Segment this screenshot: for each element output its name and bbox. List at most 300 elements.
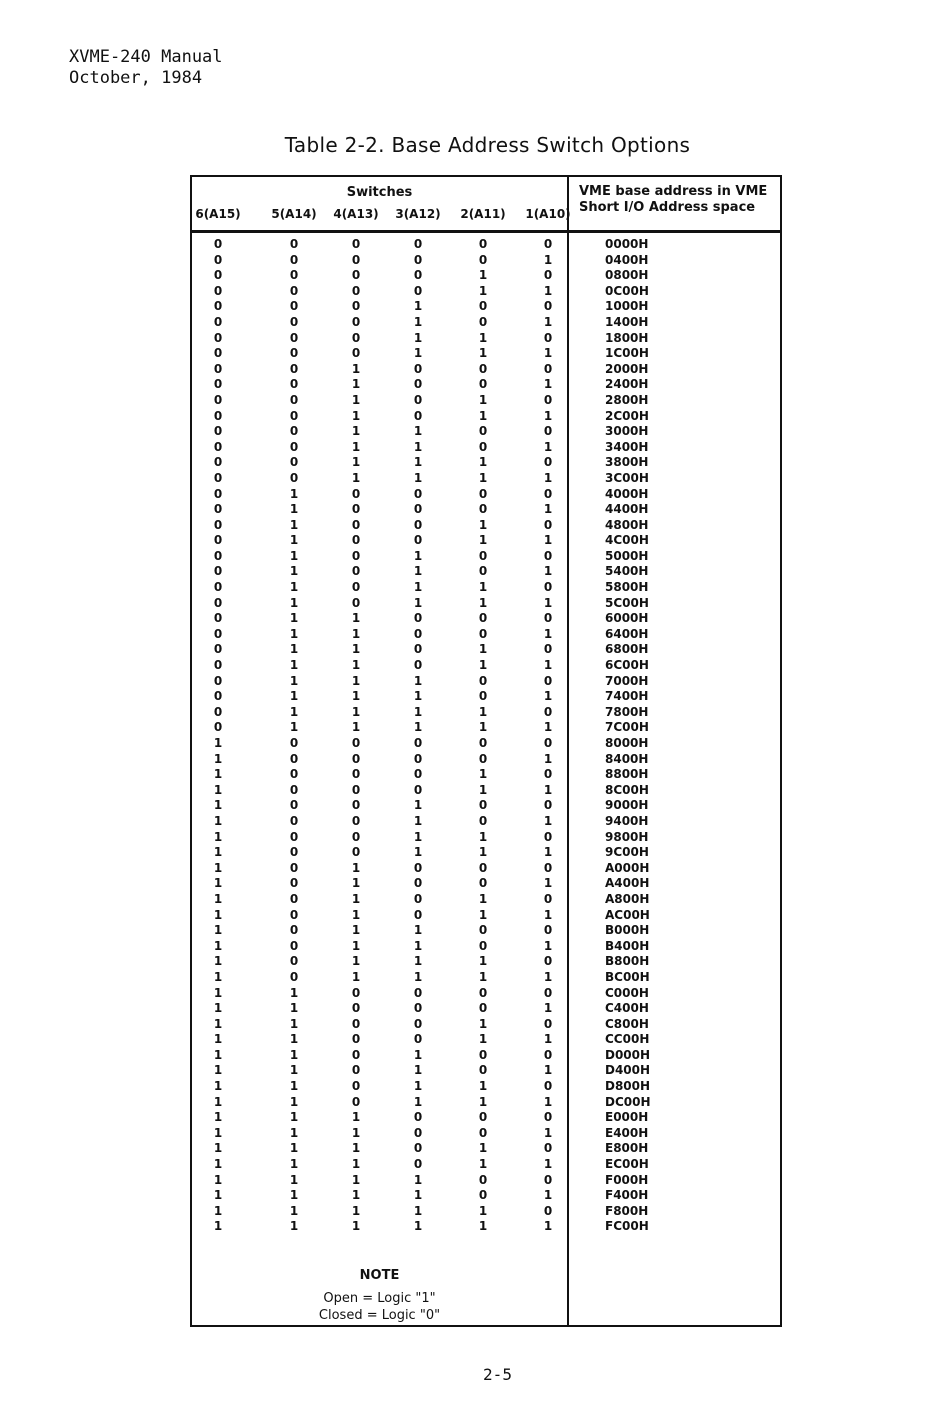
- switch-cell: 0: [478, 1047, 488, 1062]
- address-cell: D400H: [605, 1063, 651, 1078]
- switch-cell: 1: [289, 673, 299, 688]
- switch-cell: 1: [413, 299, 423, 314]
- switch-cell: 1: [413, 424, 423, 439]
- switch-cell: 0: [478, 798, 488, 813]
- switch-cell: 0: [351, 595, 361, 610]
- address-cell: 5C00H: [605, 595, 649, 610]
- switch-cell: 1: [478, 829, 488, 844]
- table-row: [192, 908, 780, 924]
- switch-cell: 0: [213, 268, 223, 283]
- switch-cell: 0: [213, 548, 223, 563]
- switch-cell: 0: [413, 533, 423, 548]
- switch-cell: 1: [351, 891, 361, 906]
- switch-cell: 1: [213, 860, 223, 875]
- switch-cell: 0: [213, 626, 223, 641]
- switch-cell: 1: [543, 813, 553, 828]
- switch-cell: 1: [413, 969, 423, 984]
- switch-cell: 0: [413, 392, 423, 407]
- switch-cell: 1: [478, 720, 488, 735]
- switch-cell: 0: [413, 782, 423, 797]
- switch-column-headers: [192, 207, 571, 223]
- switch-cell: 0: [289, 736, 299, 750]
- table-row: [192, 845, 780, 861]
- switch-cell: 0: [289, 954, 299, 969]
- table-row: [192, 502, 780, 518]
- table-row: [192, 798, 780, 814]
- switch-cell: 0: [351, 751, 361, 766]
- switch-cell: 0: [413, 283, 423, 298]
- switch-cell: 1: [413, 798, 423, 813]
- switch-cell: 0: [413, 1016, 423, 1031]
- switch-cell: 1: [543, 470, 553, 485]
- address-cell: 4C00H: [605, 533, 649, 548]
- switch-cell: 0: [289, 346, 299, 361]
- switch-cell: 1: [543, 439, 553, 454]
- address-cell: 1800H: [605, 330, 649, 345]
- switch-cell: 1: [413, 1047, 423, 1062]
- switch-cell: 1: [213, 1094, 223, 1109]
- address-cell: 4000H: [605, 486, 649, 501]
- switch-cell: 1: [289, 611, 299, 626]
- switch-cell: 1: [543, 314, 553, 329]
- switch-cell: 1: [351, 1141, 361, 1156]
- switch-cell: 0: [413, 658, 423, 673]
- table-row: [192, 1095, 780, 1111]
- switch-cell: 0: [413, 611, 423, 626]
- switch-cell: 0: [351, 736, 361, 750]
- switch-cell: 1: [351, 907, 361, 922]
- note-open-line: Open = Logic "1": [323, 1291, 436, 1306]
- switch-cell: 1: [543, 845, 553, 860]
- switch-cell: 1: [543, 907, 553, 922]
- switch-cell: 1: [478, 1079, 488, 1094]
- switch-cell: 0: [543, 829, 553, 844]
- switch-cell: 0: [289, 907, 299, 922]
- switch-cell: 1: [543, 969, 553, 984]
- switch-cell: 0: [213, 424, 223, 439]
- switch-cell: 0: [543, 517, 553, 532]
- table-row: [192, 596, 780, 612]
- switch-cell: 0: [289, 798, 299, 813]
- switch-cell: 0: [413, 891, 423, 906]
- address-cell: 7C00H: [605, 720, 649, 735]
- table-row: [192, 986, 780, 1002]
- switch-cell: 0: [351, 548, 361, 563]
- switch-cell: 0: [289, 845, 299, 860]
- table-row: [192, 1188, 780, 1204]
- switch-cell: 1: [351, 1188, 361, 1203]
- switch-cell: 1: [413, 1172, 423, 1187]
- switch-cell: 1: [478, 1203, 488, 1218]
- table-row: [192, 580, 780, 596]
- switch-cell: 0: [213, 455, 223, 470]
- address-cell: 3400H: [605, 439, 649, 454]
- switch-cell: 0: [213, 611, 223, 626]
- column-header: 5(A14): [271, 207, 317, 221]
- switch-cell: 0: [213, 720, 223, 735]
- switch-cell: 1: [213, 891, 223, 906]
- table-row: [192, 689, 780, 705]
- vme-header-line1: VME base address in VME: [579, 184, 768, 199]
- table-body: [192, 237, 780, 1235]
- switch-cell: 1: [413, 548, 423, 563]
- switch-cell: 0: [289, 283, 299, 298]
- switch-cell: 1: [351, 689, 361, 704]
- table-row: [192, 783, 780, 799]
- switch-cell: 1: [413, 720, 423, 735]
- switch-cell: 0: [543, 299, 553, 314]
- switch-cell: 0: [289, 299, 299, 314]
- switch-cell: 0: [478, 673, 488, 688]
- switch-cell: 1: [543, 1001, 553, 1016]
- switch-cell: 0: [543, 860, 553, 875]
- switch-cell: 0: [213, 580, 223, 595]
- switch-cell: 1: [213, 1141, 223, 1156]
- switch-cell: 0: [543, 985, 553, 1000]
- address-cell: 6800H: [605, 642, 649, 657]
- switch-cell: 1: [478, 767, 488, 782]
- switch-cell: 0: [351, 252, 361, 267]
- switch-cell: 0: [543, 1203, 553, 1218]
- table-row: [192, 1079, 780, 1095]
- switch-cell: 1: [289, 1016, 299, 1031]
- switch-cell: 0: [543, 548, 553, 563]
- address-cell: 7000H: [605, 673, 649, 688]
- table-row: [192, 487, 780, 503]
- table-row: [192, 1048, 780, 1064]
- switch-cell: 1: [413, 580, 423, 595]
- switch-cell: 0: [478, 548, 488, 563]
- switch-cell: 0: [413, 502, 423, 517]
- table-row: [192, 642, 780, 658]
- switch-cell: 0: [213, 564, 223, 579]
- switch-cell: 1: [351, 704, 361, 719]
- switch-cell: 1: [478, 346, 488, 361]
- switch-cell: 1: [478, 455, 488, 470]
- table-row: [192, 1219, 780, 1235]
- switch-cell: 0: [289, 314, 299, 329]
- column-header: 1(A10): [525, 207, 571, 221]
- switch-cell: 0: [413, 1157, 423, 1172]
- switch-cell: 1: [543, 283, 553, 298]
- switch-cell: 0: [289, 424, 299, 439]
- switch-cell: 1: [351, 860, 361, 875]
- table-row: [192, 720, 780, 736]
- table-row: [192, 627, 780, 643]
- table-row: [192, 767, 780, 783]
- table-row: [192, 253, 780, 269]
- switch-cell: 0: [351, 346, 361, 361]
- switch-cell: 0: [413, 736, 423, 750]
- table-row: [192, 736, 780, 752]
- table-row: [192, 424, 780, 440]
- address-cell: E400H: [605, 1125, 649, 1140]
- switch-cell: 1: [543, 252, 553, 267]
- switch-cell: 0: [478, 985, 488, 1000]
- switch-cell: 0: [413, 268, 423, 283]
- switch-cell: 1: [543, 751, 553, 766]
- switch-cell: 0: [413, 1001, 423, 1016]
- switch-cell: 0: [351, 985, 361, 1000]
- switch-cell: 0: [213, 439, 223, 454]
- switch-cell: 0: [213, 673, 223, 688]
- switch-cell: 0: [213, 299, 223, 314]
- switch-cell: 1: [213, 782, 223, 797]
- switch-cell: 1: [289, 689, 299, 704]
- switch-cell: 0: [213, 689, 223, 704]
- switch-cell: 1: [351, 392, 361, 407]
- address-cell: 1000H: [605, 299, 649, 314]
- switch-cell: 0: [213, 252, 223, 267]
- switch-cell: 1: [213, 876, 223, 891]
- switch-cell: 0: [543, 1141, 553, 1156]
- table-row: [192, 1204, 780, 1220]
- switch-cell: 0: [543, 923, 553, 938]
- address-cell: 0C00H: [605, 283, 649, 298]
- address-cell: 6C00H: [605, 658, 649, 673]
- address-cell: 8800H: [605, 767, 649, 782]
- switch-cell: 0: [351, 1063, 361, 1078]
- switch-cell: 0: [213, 595, 223, 610]
- switch-cell: 0: [289, 876, 299, 891]
- address-cell: EC00H: [605, 1157, 649, 1172]
- switch-cell: 1: [289, 1141, 299, 1156]
- switch-cell: 0: [413, 486, 423, 501]
- address-cell: 0400H: [605, 252, 649, 267]
- switch-cell: 1: [413, 455, 423, 470]
- address-cell: C000H: [605, 985, 649, 1000]
- switch-cell: 0: [213, 330, 223, 345]
- address-cell: 0800H: [605, 268, 649, 283]
- switch-cell: 0: [543, 268, 553, 283]
- switch-cell: 0: [351, 564, 361, 579]
- switch-cell: 1: [478, 1094, 488, 1109]
- switch-cell: 1: [213, 736, 223, 750]
- address-cell: A800H: [605, 891, 650, 906]
- switch-cell: 1: [478, 1157, 488, 1172]
- switch-cell: 1: [413, 1188, 423, 1203]
- switch-cell: 1: [289, 517, 299, 532]
- switch-cell: 0: [478, 751, 488, 766]
- switch-cell: 1: [413, 1203, 423, 1218]
- switch-cell: 1: [543, 377, 553, 392]
- switch-cell: 0: [351, 767, 361, 782]
- page-number: 2-5: [483, 1365, 512, 1384]
- switch-cell: 1: [543, 1219, 553, 1234]
- switch-cell: 1: [543, 408, 553, 423]
- switch-cell: 0: [478, 1188, 488, 1203]
- switch-cell: 1: [543, 346, 553, 361]
- address-cell: 5800H: [605, 580, 649, 595]
- switch-cell: 0: [351, 237, 361, 251]
- switch-cell: 0: [478, 424, 488, 439]
- switch-cell: 1: [413, 1219, 423, 1234]
- address-cell: B000H: [605, 923, 650, 938]
- switch-cell: 1: [351, 1219, 361, 1234]
- switch-cell: 0: [413, 237, 423, 251]
- switch-cell: 1: [543, 1188, 553, 1203]
- address-cell: 3800H: [605, 455, 649, 470]
- switch-cell: 0: [543, 736, 553, 750]
- switch-cell: 0: [289, 813, 299, 828]
- table-row: [192, 611, 780, 627]
- switch-cell: 1: [213, 1157, 223, 1172]
- switch-cell: 0: [478, 611, 488, 626]
- switch-cell: 1: [289, 533, 299, 548]
- switch-cell: 0: [351, 813, 361, 828]
- switch-cell: 0: [213, 377, 223, 392]
- column-header: 3(A12): [395, 207, 441, 221]
- switch-cell: 0: [413, 860, 423, 875]
- table-row: [192, 237, 780, 253]
- note-closed-line: Closed = Logic "0": [318, 1308, 441, 1323]
- switch-cell: 0: [289, 829, 299, 844]
- switch-cell: 1: [413, 1094, 423, 1109]
- switch-cell: 1: [413, 346, 423, 361]
- table-row: [192, 362, 780, 378]
- address-cell: 9000H: [605, 798, 649, 813]
- switch-cell: 0: [351, 299, 361, 314]
- switch-cell: 0: [478, 626, 488, 641]
- switch-cell: 1: [478, 580, 488, 595]
- address-cell: D800H: [605, 1079, 651, 1094]
- switch-cell: 1: [213, 1047, 223, 1062]
- switch-cell: 1: [543, 1032, 553, 1047]
- switch-cell: 1: [351, 1203, 361, 1218]
- switch-cell: 1: [543, 626, 553, 641]
- switch-cell: 1: [289, 1001, 299, 1016]
- switch-cell: 0: [478, 439, 488, 454]
- switch-cell: 0: [289, 408, 299, 423]
- switch-cell: 1: [289, 1188, 299, 1203]
- switch-cell: 1: [213, 1032, 223, 1047]
- address-cell: 2000H: [605, 361, 649, 376]
- switch-cell: 1: [351, 673, 361, 688]
- switch-cell: 0: [351, 486, 361, 501]
- switch-cell: 0: [413, 408, 423, 423]
- address-cell: 5400H: [605, 564, 649, 579]
- switch-cell: 0: [543, 424, 553, 439]
- switch-cell: 1: [351, 642, 361, 657]
- address-cell: 8C00H: [605, 782, 649, 797]
- switch-cell: 0: [289, 751, 299, 766]
- switch-cell: 0: [351, 1047, 361, 1062]
- table-row: [192, 814, 780, 830]
- switch-cell: 1: [478, 595, 488, 610]
- switch-cell: 0: [213, 502, 223, 517]
- switch-cell: 1: [413, 1063, 423, 1078]
- switch-cell: 0: [289, 782, 299, 797]
- switch-cell: 1: [413, 470, 423, 485]
- switch-cell: 0: [289, 361, 299, 376]
- switch-cell: 0: [478, 237, 488, 251]
- switch-cell: 1: [478, 1141, 488, 1156]
- address-cell: 7800H: [605, 704, 649, 719]
- table-row: [192, 315, 780, 331]
- switch-cell: 0: [413, 1110, 423, 1125]
- switch-cell: 1: [351, 611, 361, 626]
- switch-cell: 0: [351, 829, 361, 844]
- address-cell: CC00H: [605, 1032, 650, 1047]
- column-header: 4(A13): [333, 207, 379, 221]
- switch-cell: 1: [213, 813, 223, 828]
- switch-cell: 1: [289, 1063, 299, 1078]
- switch-cell: 0: [213, 346, 223, 361]
- switch-cell: 0: [289, 923, 299, 938]
- switch-cell: 0: [478, 1110, 488, 1125]
- address-cell: D000H: [605, 1047, 651, 1062]
- switches-header: Switches: [346, 185, 413, 200]
- address-cell: 1400H: [605, 314, 649, 329]
- switch-cell: 0: [478, 299, 488, 314]
- switch-cell: 1: [413, 439, 423, 454]
- address-cell: 2C00H: [605, 408, 649, 423]
- switch-cell: 1: [351, 626, 361, 641]
- table-row: [192, 923, 780, 939]
- address-cell: C400H: [605, 1001, 649, 1016]
- address-cell: 6400H: [605, 626, 649, 641]
- switch-cell: 0: [543, 1079, 553, 1094]
- address-cell: B400H: [605, 938, 650, 953]
- switch-cell: 0: [413, 361, 423, 376]
- switch-cell: 0: [543, 954, 553, 969]
- switch-cell: 0: [213, 517, 223, 532]
- switch-cell: 0: [351, 517, 361, 532]
- table-row: [192, 409, 780, 425]
- switch-cell: 0: [543, 580, 553, 595]
- switch-cell: 1: [413, 1079, 423, 1094]
- switch-cell: 1: [543, 938, 553, 953]
- switch-cell: 0: [543, 798, 553, 813]
- switch-cell: 1: [478, 891, 488, 906]
- address-cell: 0000H: [605, 237, 649, 251]
- switch-cell: 0: [289, 891, 299, 906]
- address-cell: 4400H: [605, 502, 649, 517]
- switch-cell: 0: [478, 1125, 488, 1140]
- switch-cell: 1: [543, 1157, 553, 1172]
- address-cell: 7400H: [605, 689, 649, 704]
- switch-cell: 0: [543, 673, 553, 688]
- table-row: [192, 970, 780, 986]
- table-row: [192, 658, 780, 674]
- switch-cell: 1: [213, 829, 223, 844]
- switch-cell: 0: [213, 470, 223, 485]
- switch-cell: 1: [213, 1016, 223, 1031]
- switch-cell: 1: [289, 720, 299, 735]
- switch-cell: 0: [478, 1172, 488, 1187]
- switch-cell: 1: [478, 408, 488, 423]
- table-row: [192, 1173, 780, 1189]
- address-cell: FC00H: [605, 1219, 649, 1234]
- switch-cell: 0: [543, 704, 553, 719]
- switch-cell: 1: [351, 470, 361, 485]
- address-cell: BC00H: [605, 969, 650, 984]
- vme-address-header: [579, 184, 779, 216]
- table-row: [192, 830, 780, 846]
- switch-cell: 0: [543, 767, 553, 782]
- switch-cell: 0: [289, 330, 299, 345]
- table-row: [192, 861, 780, 877]
- switch-cell: 0: [213, 361, 223, 376]
- table-row: [192, 1110, 780, 1126]
- switch-cell: 0: [543, 642, 553, 657]
- switch-cell: 0: [289, 860, 299, 875]
- address-cell: E800H: [605, 1141, 649, 1156]
- switch-cell: 1: [213, 1001, 223, 1016]
- switch-cell: 1: [289, 985, 299, 1000]
- switch-cell: 0: [213, 642, 223, 657]
- switch-cell: 0: [543, 891, 553, 906]
